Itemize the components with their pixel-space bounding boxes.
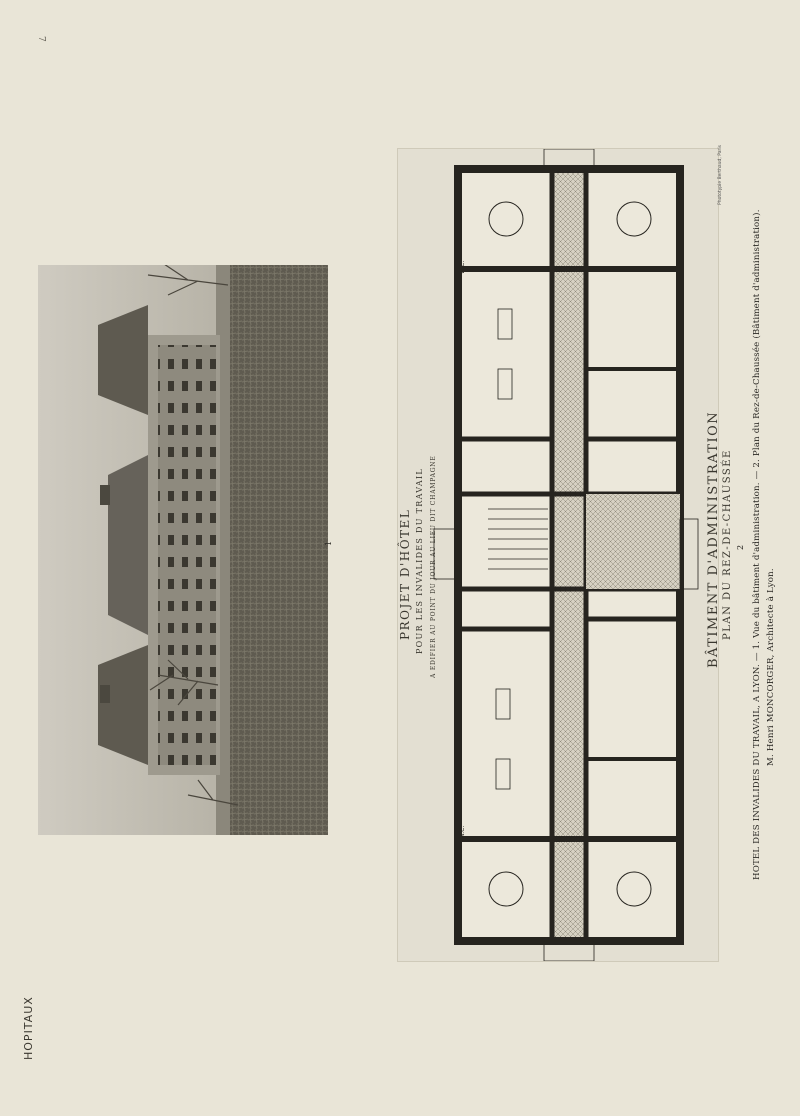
floor-plan-drawing <box>398 149 718 961</box>
building-title: BÂTIMENT D'ADMINISTRATION <box>706 410 721 668</box>
figure-2-number: 2 <box>736 544 745 550</box>
printer-credit: Phototypie Berthaud, Paris <box>718 145 723 205</box>
floor-plan-plate <box>397 148 719 962</box>
caption-line-1: HOTEL DES INVALIDES DU TRAVAIL, A LYON. — 1. Vue du bâtiment d'administration. — 2. Plan du Rez-de-Chaussée (Bâtiment d'administration). <box>752 209 762 880</box>
project-location: A EDIFIER AU POINT DU JOUR AU LIEU DIT CHAMPAGNE <box>430 455 437 678</box>
building-photo-illustration <box>38 265 328 835</box>
plan-label-wc-top: W.C. <box>459 260 466 274</box>
plan-label-wc-bottom: W.C. <box>459 825 466 839</box>
section-label: HOPITAUX <box>22 996 35 1060</box>
plan-subtitle: PLAN DU REZ-DE-CHAUSSÉE <box>722 449 733 640</box>
caption-line-2: M. Henri MONCORGER, Architecte à Lyon. <box>766 568 776 766</box>
project-title: PROJET D'HÔTEL <box>398 508 412 640</box>
figure-1-number: 1 <box>324 540 333 546</box>
page-number: 7 <box>36 36 46 42</box>
project-subtitle: POUR LES INVALIDES DU TRAVAIL <box>415 468 424 654</box>
building-photograph <box>38 265 328 835</box>
